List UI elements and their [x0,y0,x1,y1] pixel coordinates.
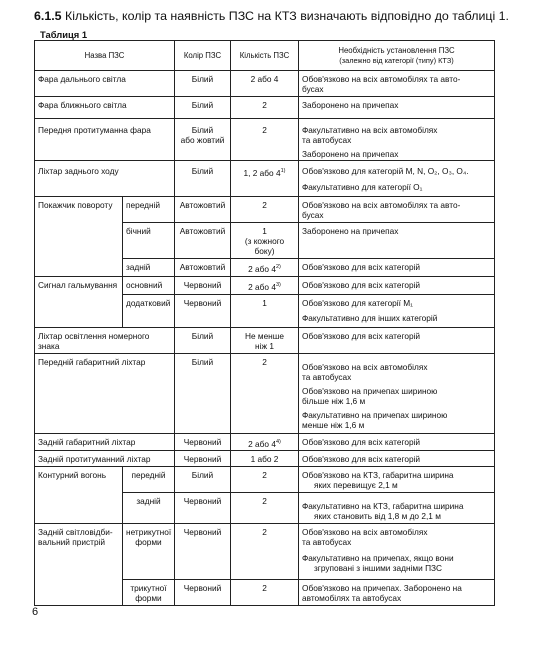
req-line: бусах [302,84,324,94]
row-req [299,294,495,327]
row-color: Білий [175,97,231,119]
row-subname: основний [123,276,175,294]
row-name: Задній світловідби- вальний пристрій [35,524,123,606]
row-req: Обов'язково для всіх категорій [299,451,495,467]
row-color: Білий [175,353,231,433]
row-color: Червоний [175,493,231,524]
page-number: 6 [32,606,39,618]
row-req: Обов'язково для всіх категорій [299,276,495,294]
req-line: більше ніж 1,6 м [302,395,366,406]
row-count: 2 [231,493,299,524]
row-subname: трикутної форми [123,580,175,606]
table-row [35,97,495,119]
row-req [299,97,495,119]
req-line: Факультативно на всіх автомобілях [302,125,438,135]
row-req: Обов'язково для всіх категорій [299,433,495,451]
req-block [299,383,494,407]
req-line: менше ніж 1,6 м [302,419,365,430]
row-count [231,259,299,277]
table-row [35,467,495,493]
row-count: 1 (з кожного боку) [231,223,299,259]
req-line: Обов'язково на всіх автомобілях [302,361,428,372]
row-req [299,119,495,161]
table-row [35,276,495,294]
section-text: Кількість, колір та наявність ПЗС на КТЗ визначають відповідно до таблиці 1. [65,9,510,23]
col-header-color: Колір ПЗС [175,41,231,71]
row-req [299,71,495,97]
req-block [299,524,494,548]
row-count: 2 [231,467,299,493]
row-color: Червоний [175,451,231,467]
row-req [299,467,495,493]
req-line: Обов'язково для категорії M₁ [302,297,413,308]
row-req [299,223,495,259]
col-header-req-sub: (залежно від категорії (типу) КТЗ) [339,56,454,65]
row-count: 2 [231,580,299,606]
row-count: 2 або 4 [231,71,299,97]
req-line: Заборонено на причепах [302,226,399,236]
col-header-count: Кількість ПЗС [231,41,299,71]
table-row [35,433,495,451]
footnote-mark: 2) [275,264,281,270]
row-req [299,524,495,580]
req-line: Обов'язково на всіх автомобілях та авто- [302,74,461,84]
req-line: Обов'язково для категорій M, N, O₂, O₃, O₄. [302,166,469,176]
row-color: Білий [175,467,231,493]
req-line: Факультативно для інших категорій [302,312,438,323]
row-color: Червоний [175,524,231,580]
col-header-req [299,41,495,71]
table-row [35,353,495,433]
row-color: Червоний [175,433,231,451]
table-row [35,161,495,197]
count-value: 2 або 4 [248,281,276,292]
req-block [299,119,494,146]
req-line: Обов'язково на КТЗ, габаритна ширина [302,470,454,481]
row-name: Передній габаритний ліхтар [35,353,175,433]
footnote-mark: 1) [280,168,286,174]
req-line: Обов'язково на причепах. Заборонено на [302,583,462,594]
req-line: та автобусах [302,135,352,145]
req-block [299,146,494,160]
row-color: Білий [175,327,231,353]
table-row [35,524,495,580]
table-row [35,71,495,97]
row-count [231,433,299,451]
section-heading [34,8,510,24]
req-block [299,548,494,579]
table-row [35,197,495,223]
req-line: Факультативно для категорії O₁ [302,182,423,192]
count-value: 2 або 4 [248,263,276,274]
row-name: Задній протитуманний ліхтар [35,451,175,467]
table-row [35,119,495,161]
row-name: Фара ближнього світла [35,97,175,119]
row-count: Не менше ніж 1 [231,327,299,353]
req-line: яких становить від 1,8 м до 2,1 м [314,511,441,522]
row-req [299,353,495,433]
req-line: та автобусах [302,537,352,548]
row-color: Білий [175,71,231,97]
row-req: Обов'язково для всіх категорій [299,327,495,353]
row-count: 2 [231,119,299,161]
row-name: Сигнал гальмування [35,276,123,327]
row-name: Фара дальнього світла [35,71,175,97]
row-req [299,580,495,606]
row-subname: задній [123,493,175,524]
col-header-name: Назва ПЗС [35,41,175,71]
row-name: Контурний вогонь [35,467,123,524]
req-line: Обов'язково на всіх автомобілях та авто- [302,200,461,210]
req-line: Обов'язково на причепах шириною [302,385,438,396]
row-name: Ліхтар освітлення номерного знака [35,327,175,353]
row-name: Ліхтар заднього ходу [35,161,175,197]
req-line: Заборонено на причепах [302,149,399,159]
count-value: 1, 2 або 4 [243,167,281,178]
row-subname: передній [123,467,175,493]
row-color: Автожовтий [175,259,231,277]
row-subname: бічний [123,223,175,259]
row-subname: передній [123,197,175,223]
table-row [35,451,495,467]
row-count: 1 або 2 [231,451,299,467]
req-line: Факультативно на КТЗ, габаритна ширина [302,501,464,512]
req-line: бусах [302,210,324,220]
row-req [299,493,495,524]
row-req: Обов'язково для всіх категорій [299,259,495,277]
row-name: Покажчик повороту [35,197,123,277]
row-subname: задній [123,259,175,277]
row-color: Білий або жовтий [175,119,231,161]
req-line: та автобусах [302,371,352,382]
req-line: Обов'язково на всіх автомобілях [302,527,428,538]
row-subname: додатковий [123,294,175,327]
row-count: 1 [231,294,299,327]
row-name: Передня протитуманна фара [35,119,175,161]
row-count: 2 [231,353,299,433]
row-count [231,276,299,294]
row-color: Червоний [175,294,231,327]
table-caption: Таблиця 1 [40,29,88,40]
row-count [231,161,299,197]
footnote-mark: 4) [275,438,281,445]
row-count: 2 [231,197,299,223]
table-header-row [35,41,495,71]
row-color: Червоний [175,276,231,294]
count-value: 2 або 4 [248,438,276,449]
row-color: Червоний [175,580,231,606]
col-header-req-title: Необхідність установлення ПЗС [338,46,455,55]
req-line: згруповані з іншими задніми ПЗС [314,563,442,574]
row-color: Білий [175,161,231,197]
row-name: Задній габаритний ліхтар [35,433,175,451]
row-req [299,161,495,197]
requirements-table [34,40,495,606]
row-color: Автожовтий [175,223,231,259]
row-color: Автожовтий [175,197,231,223]
section-number: 6.1.5 [34,9,62,23]
table-row [35,327,495,353]
req-line: Факультативно на причепах шириною [302,409,448,420]
row-count: 2 [231,524,299,580]
footnote-mark: 3) [275,281,281,288]
req-line: яких перевищує 2,1 м [314,480,398,491]
req-line: Заборонено на причепах [302,100,399,110]
req-line: автомобілях та автобусах [302,593,402,604]
req-line: Факультативно на причепах, якщо вони [302,553,454,564]
row-count: 2 [231,97,299,119]
req-block [299,354,494,383]
row-subname: нетрикутної форми [123,524,175,580]
req-block [299,407,494,433]
row-req [299,197,495,223]
